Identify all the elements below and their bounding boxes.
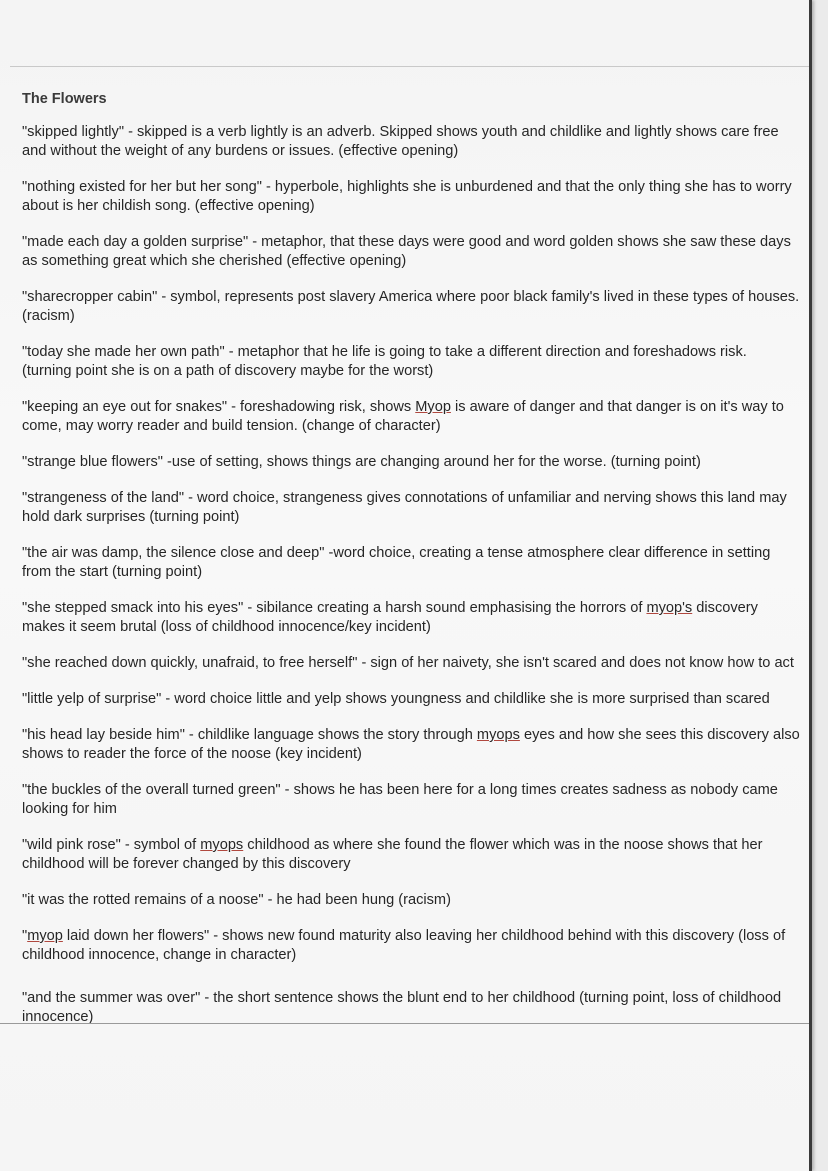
annotation-entry: "strange blue flowers" -use of setting, shows things are changing around her for the worse. (turning point)	[22, 454, 701, 470]
entry-text: "	[22, 928, 28, 944]
entry-text: childhood as where she found the flower which was in the noose shows that her childhood will be forever changed by this discovery	[22, 837, 763, 872]
entry-text: discovery makes it seem brutal (loss of childhood innocence/key incident)	[22, 600, 758, 635]
entry-text: "keeping an eye out for snakes" - foreshadowing risk, shows	[22, 399, 416, 415]
entry-text: laid down her flowers" - shows new found maturity also leaving her childhood behind with this discovery (loss of childhood innocence, change in character)	[22, 928, 786, 963]
annotation-entry: "little yelp of surprise" - word choice little and yelp shows youngness and childlike she is more surprised than scared	[22, 691, 770, 707]
section-divider	[0, 1023, 812, 1024]
annotation-entry: "today she made her own path" - metaphor that he life is going to take a different direction and foreshadows risk. (turning point she is on a path of discovery maybe for the worst)	[22, 344, 747, 379]
entry-text: "she stepped smack into his eyes" - sibilance creating a harsh sound emphasising the horrors of	[22, 600, 647, 616]
underlined-name: Myop	[415, 399, 451, 415]
page-edge	[809, 0, 812, 1171]
annotation-entry: "she reached down quickly, unafraid, to free herself" - sign of her naivety, she isn't scared and does not know how to act	[22, 655, 794, 671]
annotation-entry: "sharecropper cabin" - symbol, represents post slavery America where poor black family's lived in these types of houses. (racism)	[22, 289, 800, 324]
annotation-entry	[22, 927, 800, 965]
annotation-entry: "nothing existed for her but her song" - hyperbole, highlights she is unburdened and that the only thing she has to worry about is her childish song. (effective opening)	[22, 179, 792, 214]
entry-text: "wild pink rose" - symbol of	[22, 837, 201, 853]
annotation-entry: "strangeness of the land" - word choice, strangeness gives connotations of unfamiliar and nerving shows this land may hold dark surprises (turning point)	[22, 490, 787, 525]
annotation-entry	[22, 599, 800, 637]
entry-text: "his head lay beside him" - childlike language shows the story through	[22, 727, 477, 743]
annotation-entry: "skipped lightly" - skipped is a verb lightly is an adverb. Skipped shows youth and childlike and lightly shows care free and without the weight of any burdens or issues. (effective opening)	[22, 124, 779, 159]
underlined-name: myop	[27, 928, 63, 944]
annotation-list	[22, 123, 800, 1044]
annotation-entry	[22, 836, 800, 874]
entry-text: eyes and how she sees this discovery also shows to reader the force of the noose (key incident)	[22, 727, 800, 762]
entry-text: is aware of danger and that danger is on it's way to come, may worry reader and build tension. (change of character)	[22, 399, 784, 434]
annotation-entry	[22, 398, 800, 436]
annotation-entry: "and the summer was over" - the short sentence shows the blunt end to her childhood (turning point, loss of childhood innocence)	[22, 990, 782, 1025]
annotation-entry: "the air was damp, the silence close and deep" -word choice, creating a tense atmosphere clear difference in setting from the start (turning point)	[22, 545, 771, 580]
top-divider	[10, 66, 812, 67]
underlined-name: myops	[200, 837, 244, 853]
annotation-entry	[22, 726, 800, 764]
document-title: The Flowers	[22, 91, 107, 107]
annotation-entry: "made each day a golden surprise" - metaphor, that these days were good and word golden shows she saw these days as something great which she cherished (effective opening)	[22, 234, 791, 269]
annotation-entry: "the buckles of the overall turned green" - shows he has been here for a long times creates sadness as nobody came looking for him	[22, 782, 778, 817]
underlined-name: myops	[476, 727, 520, 743]
annotation-entry: "it was the rotted remains of a noose" - he had been hung (racism)	[22, 892, 451, 908]
underlined-name: myop's	[646, 600, 693, 616]
